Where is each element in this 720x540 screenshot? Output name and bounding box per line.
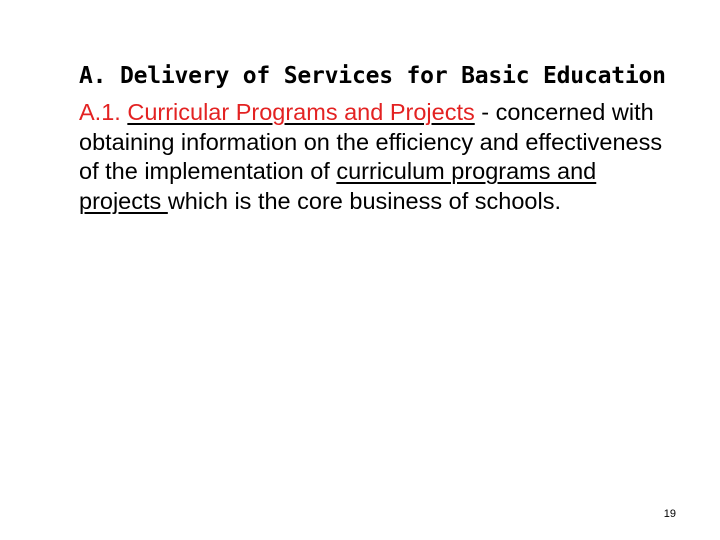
body-paragraph xyxy=(79,98,679,216)
underlined-phrase: curriculum programs and projects xyxy=(79,158,597,214)
title-dash: - xyxy=(474,99,490,125)
slide-content xyxy=(79,60,679,216)
description-text: concerned with obtaining information on the efficiency and effectiveness of the implementation of xyxy=(79,99,663,184)
page-number: 19 xyxy=(663,508,676,520)
section-label: A.1. xyxy=(79,99,121,125)
description-ending: which is the core business of schools. xyxy=(167,187,561,214)
section-title: Curricular Programs and Projects xyxy=(127,99,475,125)
slide-heading: A. Delivery of Services for Basic Education xyxy=(79,63,666,89)
